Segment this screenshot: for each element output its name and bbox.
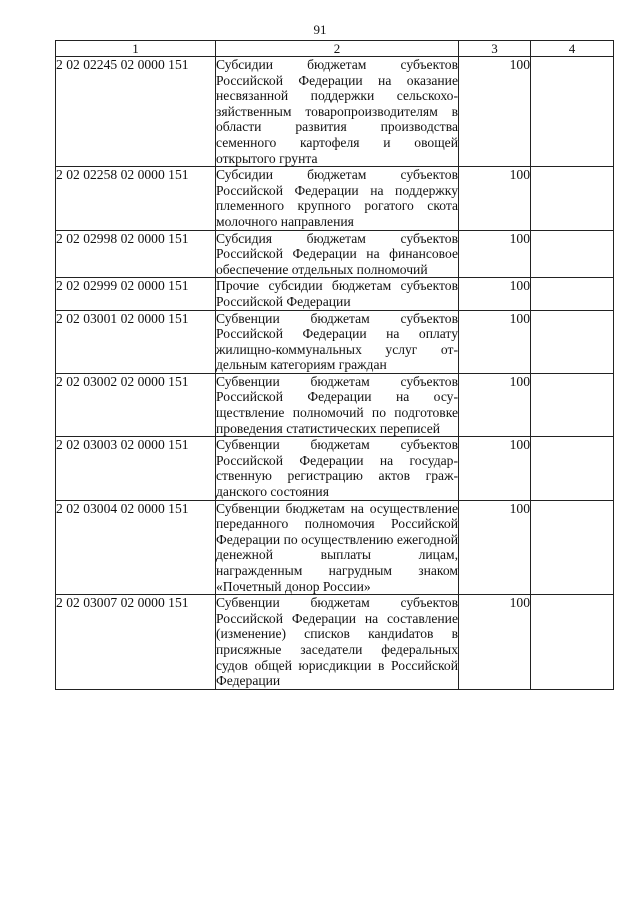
row-description: Субвенции бюджетам субъектов Российской Федерации на государственную регистрацию актов гражданского состояния — [216, 437, 458, 500]
page-number: 91 — [313, 22, 327, 37]
table-row — [56, 57, 614, 167]
table-row — [56, 310, 614, 373]
row-value: 100 — [459, 230, 531, 278]
row-col4 — [531, 595, 614, 690]
row-description: Субвенции бюджетам на осуществление переданного полномочия Российской Федерации по осуществлению ежегодной денежной выплаты лицам, награжденным нагрудным знаком «Почетный донор России» — [216, 500, 459, 594]
row-col4 — [531, 310, 614, 373]
budget-code: 2 02 03001 02 0000 151 — [56, 310, 216, 373]
table-row — [56, 437, 614, 500]
budget-code: 2 02 02998 02 0000 151 — [56, 230, 216, 278]
budget-code: 2 02 02258 02 0000 151 — [56, 167, 216, 230]
row-col4 — [531, 373, 614, 436]
budget-code: 2 02 02999 02 0000 151 — [56, 278, 216, 310]
row-description: Субсидии бюджетам субъектов Российской Федерации на поддержку племенного крупного рогатого скота молочного направления — [216, 167, 458, 229]
header-col-4: 4 — [531, 41, 614, 57]
row-col4 — [531, 57, 614, 167]
table-row — [56, 500, 614, 595]
row-value: 100 — [459, 373, 531, 436]
row-col4 — [531, 500, 614, 595]
row-description: Субвенции бюджетам субъектов Российской Федерации на оплату жилищно-коммунальных услуг отдельным категориям граждан — [216, 310, 458, 373]
row-value: 100 — [459, 57, 531, 167]
header-col-1: 1 — [56, 41, 216, 57]
row-description: Прочие субсидии бюджетам субъектов Российской Федерации — [216, 278, 458, 309]
budget-code: 2 02 03007 02 0000 151 — [56, 595, 216, 690]
row-description: Субсидия бюджетам субъектов Российской Федерации на финансовое обеспечение отдельных полномочий — [216, 230, 458, 277]
row-col4 — [531, 437, 614, 500]
row-value: 100 — [459, 278, 531, 310]
budget-code: 2 02 03003 02 0000 151 — [56, 437, 216, 500]
table-row — [56, 373, 614, 436]
row-value: 100 — [459, 500, 531, 595]
budget-code: 2 02 03004 02 0000 151 — [56, 500, 216, 595]
row-value: 100 — [459, 437, 531, 500]
row-description: Субсидии бюджетам субъектов Российской Федерации на оказание несвязанной поддержки сельскохозяйственным товаропроизводителям в области развития производства семенного картофеля и овощей открытого грунта — [216, 57, 458, 166]
budget-code: 2 02 02245 02 0000 151 — [56, 57, 216, 167]
table-row — [56, 278, 614, 310]
header-col-3: 3 — [459, 41, 531, 57]
budget-code: 2 02 03002 02 0000 151 — [56, 373, 216, 436]
header-row — [56, 41, 614, 57]
header-col-2: 2 — [216, 41, 459, 57]
table-row — [56, 595, 614, 690]
row-description: Субвенции бюджетам субъектов Российской Федерации на осуществление полномочий по подготовке проведения статистических переписей — [216, 373, 458, 436]
row-col4 — [531, 167, 614, 230]
budget-table — [55, 40, 614, 690]
row-value: 100 — [459, 310, 531, 373]
row-col4 — [531, 278, 614, 310]
table-row — [56, 230, 614, 278]
table-row — [56, 167, 614, 230]
row-value: 100 — [459, 167, 531, 230]
row-value: 100 — [459, 595, 531, 690]
row-description: Субвенции бюджетам субъектов Российской Федерации на составление (изменение) списков кандиdатов в присяжные заседатели федеральных судов общей юрисдикции в Российской Федерации — [216, 595, 458, 689]
row-col4 — [531, 230, 614, 278]
